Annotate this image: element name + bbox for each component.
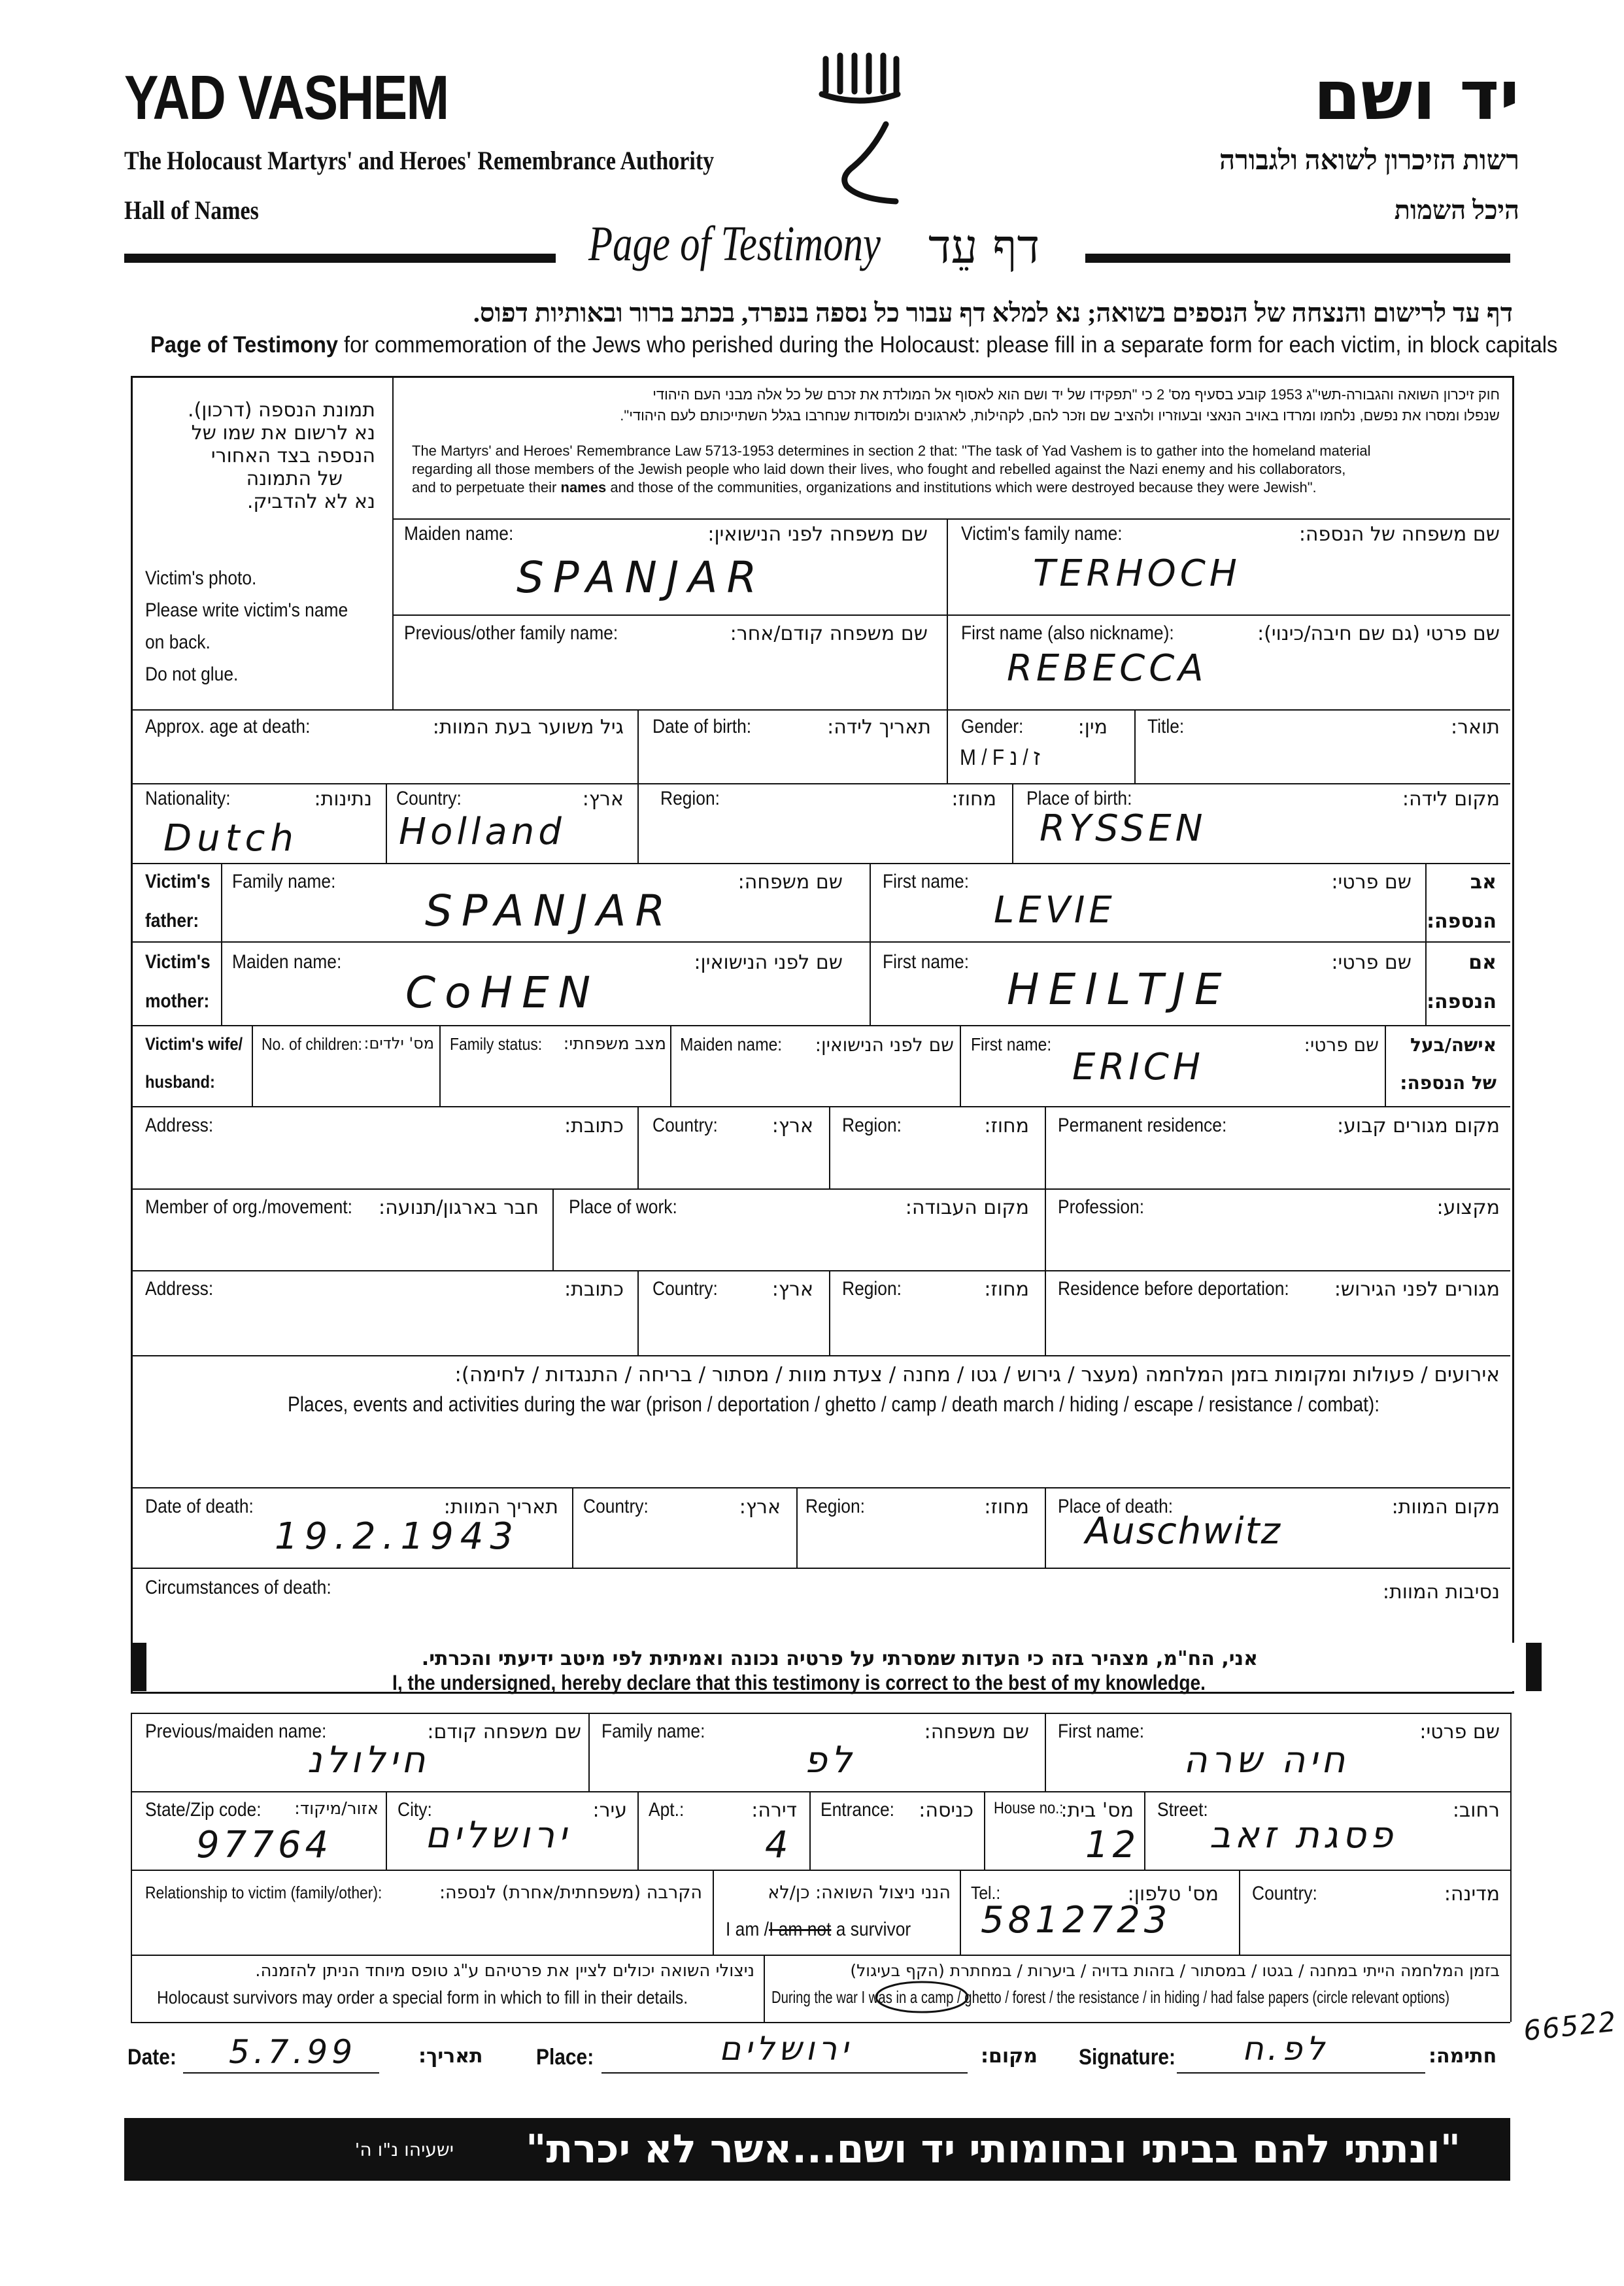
divider xyxy=(870,863,871,1026)
country-label-submitter: Country: xyxy=(1252,1883,1317,1904)
submitter-family-label: Family name: xyxy=(601,1721,705,1742)
mother-label-he-1: אם xyxy=(1468,951,1497,974)
spouse-first-label: First name: xyxy=(971,1034,1052,1054)
house-no-value: 12 xyxy=(1085,1824,1140,1866)
header-rule-left xyxy=(124,254,556,263)
zip-label-he: אזור/מיקוד: xyxy=(294,1799,379,1819)
date-of-death-value: 19.2.1943 xyxy=(275,1515,520,1558)
date-underline xyxy=(183,2072,379,2074)
divider xyxy=(637,1270,639,1355)
spouse-label-he-1: אישה/בעל xyxy=(1410,1034,1497,1056)
divider xyxy=(221,863,222,1026)
divider xyxy=(131,1870,1510,1871)
permanent-residence-label-he: מקום מגורים קבוע: xyxy=(1337,1115,1500,1137)
age-label-he: גיל משוער בעת המוות: xyxy=(432,716,624,739)
divider xyxy=(439,1025,441,1106)
divider xyxy=(131,1713,132,2022)
divider xyxy=(764,1955,765,2022)
divider xyxy=(392,377,394,709)
divider xyxy=(1012,783,1013,863)
submitter-family-value: לפ xyxy=(804,1739,856,1781)
country-label-submitter-he: מדינה: xyxy=(1444,1883,1500,1906)
spouse-maiden-label-he: שם לפני הנישואין: xyxy=(815,1034,954,1056)
divider xyxy=(809,1791,811,1870)
place-of-birth-label: Place of birth: xyxy=(1026,788,1132,809)
family-name-label-he: שם משפחה של הנספה: xyxy=(1298,523,1500,546)
submitter-prev-label: Previous/maiden name: xyxy=(145,1721,327,1742)
divider xyxy=(131,1955,1510,1956)
member-label-he: חבר בארגון/תנועה: xyxy=(379,1196,539,1219)
address-label-he: כתובת: xyxy=(564,1115,624,1137)
photo-instr-he-2: נא לרשום את שמו של xyxy=(191,422,375,445)
mother-first-label: First name: xyxy=(883,951,970,973)
apt-value: 4 xyxy=(765,1824,792,1866)
divider xyxy=(984,1791,985,1870)
divider xyxy=(1045,1713,1046,1791)
submitter-family-label-he: שם משפחה: xyxy=(924,1721,1029,1743)
place-label: Place: xyxy=(536,2045,594,2070)
org-subtitle-he: רשות הזיכרון לשואה ולגבורה xyxy=(1219,146,1519,176)
photo-instr-he-1: תמונת הנספה (דרכון). xyxy=(188,399,375,422)
zip-label: State/Zip code: xyxy=(145,1799,262,1821)
father-family-value: SPANJAR xyxy=(425,886,675,936)
divider xyxy=(829,1270,830,1355)
divider xyxy=(713,1870,714,1955)
divider xyxy=(131,1025,1510,1026)
divider xyxy=(392,518,1510,520)
circumstances-label-he: נסיבות המוות: xyxy=(1382,1581,1500,1604)
father-first-value: LEVIE xyxy=(994,889,1116,932)
children-label: No. of children: xyxy=(262,1034,362,1054)
intro-he: דף עד לרישום והנצחה של הנספים בשואה; נא למלא דף עבור כל נספה בנפרד, בכתב ברור ובאותיות דפוס. xyxy=(473,298,1513,328)
place-underline xyxy=(601,2072,968,2074)
divider xyxy=(637,783,639,863)
spouse-label-he-2: של הנספה: xyxy=(1400,1072,1497,1094)
submitter-first-label: First name: xyxy=(1058,1721,1145,1742)
death-country-label: Country: xyxy=(583,1496,649,1517)
address-region-label-he: מחוז: xyxy=(984,1115,1029,1137)
previous-name-label-he: שם משפחה קודם/אחר: xyxy=(730,622,928,645)
address2-region-label-he: מחוז: xyxy=(984,1278,1029,1301)
age-label: Approx. age at death: xyxy=(145,716,311,737)
address2-label-he: כתובת: xyxy=(564,1278,624,1301)
street-label-he: רחוב: xyxy=(1452,1799,1500,1822)
submitter-prev-value: חילולנ xyxy=(307,1739,430,1781)
survivor-note-he: ניצולי השואה יכולים לציין את פרטיהם ע"ג טופס מיוחד הניתן להזמנה. xyxy=(255,1961,754,1981)
father-label-he-2: הנספה: xyxy=(1427,910,1497,933)
address-country-label: Country: xyxy=(652,1115,718,1136)
city-label-he: עיר: xyxy=(592,1799,627,1822)
divider xyxy=(947,709,948,783)
divider xyxy=(392,614,1510,616)
divider xyxy=(131,1355,1510,1356)
signature-underline xyxy=(1177,2072,1425,2074)
region-label: Region: xyxy=(660,788,720,809)
law-en-1: The Martyrs' and Heroes' Remembrance Law 5713-1953 determines in section 2 that: "The task of Yad Vashem is to gather into the homeland material xyxy=(412,443,1371,459)
divider xyxy=(1144,1791,1145,1870)
house-no-label-he: מס' בית: xyxy=(1060,1799,1134,1822)
place-of-death-value: Auschwitz xyxy=(1085,1510,1281,1553)
divider xyxy=(637,1791,639,1870)
title-label: Title: xyxy=(1147,716,1185,737)
mother-maiden-label-he: שם לפני הנישואין: xyxy=(694,951,843,974)
spouse-maiden-label: Maiden name: xyxy=(680,1034,783,1054)
footer-quote: "ונתתי להם בביתי ובחומותי יד ושם...אשר לא יכרת" xyxy=(526,2126,1461,2172)
death-country-label-he: ארץ: xyxy=(739,1496,781,1519)
divider xyxy=(1045,1487,1046,1568)
family-status-label: Family status: xyxy=(450,1034,543,1054)
law-he-2: שנפלו ומסרו את נפשם, נלחמו ומרדו באויב הנאצי ובעוזריו ולהציב שם וזכר להם, לקהילות, לארגונים ולמוסדות שנחרבו בגלל השתייכותם לעם היהודי". xyxy=(620,407,1500,424)
relationship-label: Relationship to victim (family/other): xyxy=(145,1883,382,1902)
divider xyxy=(1510,1713,1512,2022)
law-en-2: regarding all those members of the Jewish people who laid down their lives, who fought and rebelled against the Nazi enemy and his collaborators, xyxy=(412,461,1346,477)
death-region-label: Region: xyxy=(805,1496,865,1517)
events-label-he: אירועים / פעולות ומקומות בזמן המלחמה (מעצר / גירוש / גטו / מחנה / צעדת מוות / מסתור / בריחה / התנגדות / לחימה): xyxy=(454,1363,1500,1387)
divider xyxy=(131,1188,1510,1190)
survivor-note-en: Holocaust survivors may order a special form in which to fill in their details. xyxy=(157,1987,688,2008)
father-label-1: Victim's xyxy=(145,871,211,892)
divider xyxy=(1045,1106,1046,1188)
first-name-value: REBECCA xyxy=(1007,647,1208,690)
date-of-death-label: Date of death: xyxy=(145,1496,254,1517)
house-no-label: House no.: xyxy=(994,1799,1064,1817)
maiden-name-label-he: שם משפחה לפני הנישואין: xyxy=(707,523,928,546)
date-label-he: תאריך: xyxy=(418,2045,483,2068)
entrance-label: Entrance: xyxy=(820,1799,895,1821)
divider xyxy=(131,1791,1510,1792)
divider xyxy=(131,941,1510,943)
apt-label-he: דירה: xyxy=(751,1799,797,1822)
divider xyxy=(829,1106,830,1188)
footer-reference: ישעיהו נ"ו ה' xyxy=(354,2139,454,2160)
divider xyxy=(131,1713,1510,1714)
photo-instr-he-3: הנספה בצד האחורי xyxy=(211,445,375,467)
maiden-name-label: Maiden name: xyxy=(404,523,514,545)
first-name-label: First name (also nickname): xyxy=(961,622,1174,644)
intro-en: Page of Testimony for commemoration of the Jews who perished during the Holocaust: please fill in a separate form for each victim, in block capitals xyxy=(150,332,1558,358)
divider xyxy=(131,709,1510,711)
profession-label-he: מקצוע: xyxy=(1436,1196,1500,1219)
permanent-residence-label: Permanent residence: xyxy=(1058,1115,1227,1136)
photo-instr-en-4: Do not glue. xyxy=(145,664,239,685)
nationality-value: Dutch xyxy=(163,817,299,860)
divider xyxy=(588,1713,590,1791)
divider xyxy=(386,783,387,863)
place-of-birth-label-he: מקום לידה: xyxy=(1402,788,1500,811)
divider xyxy=(796,1487,798,1568)
photo-instr-en-3: on back. xyxy=(145,631,211,653)
divider xyxy=(1045,1188,1046,1270)
tel-value: 5812723 xyxy=(981,1899,1172,1941)
street-label: Street: xyxy=(1157,1799,1208,1821)
margin-handwritten-number: 66522 xyxy=(1521,2005,1619,2047)
profession-label: Profession: xyxy=(1058,1196,1145,1218)
family-name-label: Victim's family name: xyxy=(961,523,1123,545)
address2-country-label-he: ארץ: xyxy=(771,1278,813,1301)
address-country-label-he: ארץ: xyxy=(771,1115,813,1137)
father-family-label: Family name: xyxy=(232,871,336,892)
divider xyxy=(252,1025,253,1106)
divider xyxy=(131,2022,1510,2023)
divider xyxy=(131,783,1510,784)
father-first-label-he: שם פרטי: xyxy=(1331,871,1412,894)
photo-instr-he-4: של התמונה xyxy=(246,467,343,490)
mother-first-value: HEILTJE xyxy=(1007,964,1231,1015)
children-label-he: מס' ילדים: xyxy=(364,1034,434,1052)
hall-of-names-en: Hall of Names xyxy=(124,195,259,225)
place-of-birth-value: RYSSEN xyxy=(1040,807,1207,850)
divider xyxy=(131,1106,1510,1107)
submitter-prev-label-he: שם משפחה קודם: xyxy=(427,1721,581,1743)
divider xyxy=(572,1487,573,1568)
apt-label: Apt.: xyxy=(649,1799,685,1821)
mother-maiden-label: Maiden name: xyxy=(232,951,342,973)
divider xyxy=(637,709,639,783)
address-label: Address: xyxy=(145,1115,214,1136)
divider xyxy=(131,1487,1510,1488)
nationality-label-he: נתינות: xyxy=(314,788,372,811)
spouse-first-value: ERICH xyxy=(1072,1046,1205,1088)
law-en-3: and to perpetuate their names and those of the communities, organizations and institutions which were destroyed because they were Jewish". xyxy=(412,479,1317,496)
page-title-he: דף עֵד xyxy=(928,219,1040,274)
death-region-label-he: מחוז: xyxy=(984,1496,1029,1519)
title-label-he: תואר: xyxy=(1451,716,1500,739)
place-of-death-label-he: מקום המוות: xyxy=(1391,1496,1500,1519)
country-label: Country: xyxy=(396,788,462,809)
address2-country-label: Country: xyxy=(652,1278,718,1300)
mother-first-label-he: שם פרטי: xyxy=(1331,951,1412,974)
address2-label: Address: xyxy=(145,1278,214,1300)
declaration-en: I, the undersigned, hereby declare that this testimony is correct to the best of my knowledge. xyxy=(392,1671,1206,1694)
father-first-label: First name: xyxy=(883,871,970,892)
mother-label-he-2: הנספה: xyxy=(1427,990,1497,1013)
mother-label-1: Victim's xyxy=(145,951,211,973)
tel-label-he: מס' טלפון: xyxy=(1127,1883,1219,1906)
father-label-he-1: אב xyxy=(1470,871,1497,894)
war-options-en: During the war I was in a camp / ghetto / forest / the resistance / in hiding / had false papers (circle relevant options) xyxy=(771,1987,1450,2007)
divider xyxy=(1134,709,1136,783)
city-label: City: xyxy=(398,1799,432,1821)
address-region-label: Region: xyxy=(842,1115,902,1136)
photo-instr-en-2: Please write victim's name xyxy=(145,599,348,621)
date-label: Date: xyxy=(127,2045,177,2070)
photo-instr-en-1: Victim's photo. xyxy=(145,567,257,589)
father-label-2: father: xyxy=(145,910,199,932)
circled-camp-mark xyxy=(873,1979,971,2015)
date-value: 5.7.99 xyxy=(229,2033,357,2071)
spouse-label-1: Victim's wife/ xyxy=(145,1034,243,1054)
spouse-first-label-he: שם פרטי: xyxy=(1304,1034,1379,1056)
signature-label: Signature: xyxy=(1079,2045,1176,2070)
first-name-label-he: שם פרטי (גם שם חיבה/כינוי): xyxy=(1257,622,1500,645)
region-label-he: מחוז: xyxy=(951,788,996,811)
place-of-death-label: Place of death: xyxy=(1058,1496,1174,1517)
header-rule-right xyxy=(1085,254,1510,263)
divider xyxy=(131,1270,1510,1271)
hall-of-names-he: היכל השמות xyxy=(1394,195,1519,225)
divider xyxy=(960,1870,961,1955)
spouse-label-2: husband: xyxy=(145,1072,215,1092)
entrance-label-he: כניסה: xyxy=(919,1799,973,1822)
residence-before-label: Residence before deportation: xyxy=(1058,1278,1289,1300)
place-label-he: מקום: xyxy=(981,2045,1038,2068)
survivor-label-en: I am /I am not a survivor xyxy=(726,1919,911,1940)
father-family-label-he: שם משפחה: xyxy=(737,871,843,894)
divider xyxy=(960,1025,961,1106)
submitter-first-value: חיה שרה xyxy=(1183,1739,1349,1781)
divider xyxy=(131,863,1510,864)
country-label-he: ארץ: xyxy=(582,788,624,811)
survivor-label-he: הנני ניצול השואה: כן/לא xyxy=(768,1883,951,1903)
city-value: ירושלים xyxy=(425,1814,571,1857)
divider xyxy=(552,1188,554,1270)
zip-value: 97764 xyxy=(196,1824,333,1866)
tel-label: Tel.: xyxy=(971,1883,1001,1903)
yad-vashem-logo-icon xyxy=(814,52,905,209)
divider xyxy=(1239,1870,1240,1955)
workplace-label: Place of work: xyxy=(569,1196,677,1218)
org-title-en: YAD VASHEM xyxy=(124,63,448,133)
gender-value: M / F ז / נ xyxy=(960,745,1040,770)
signature-value: לפ.ח xyxy=(1242,2030,1329,2068)
photo-instr-he-5: נא לא להדביק. xyxy=(246,490,375,513)
residence-before-label-he: מגורים לפני הגירוש: xyxy=(1334,1278,1500,1301)
mother-maiden-value: CoHEN xyxy=(405,967,600,1018)
maiden-name-value: SPANJAR xyxy=(516,552,766,603)
gender-label-he: מין: xyxy=(1077,716,1108,739)
workplace-label-he: מקום העבודה: xyxy=(905,1196,1029,1219)
mother-label-2: mother: xyxy=(145,990,210,1012)
member-label: Member of org./movement: xyxy=(145,1196,352,1218)
divider xyxy=(947,518,948,709)
divider xyxy=(637,1106,639,1188)
submitter-first-label-he: שם פרטי: xyxy=(1419,1721,1500,1743)
family-name-value: TERHOCH xyxy=(1033,552,1241,595)
place-value: ירושלים xyxy=(719,2030,853,2068)
events-label-en: Places, events and activities during the war (prison / deportation / ghetto / camp / death march / hiding / escape / resistance / combat): xyxy=(288,1392,1380,1416)
country-value: Holland xyxy=(399,811,566,853)
page-title-en: Page of Testimony xyxy=(588,216,881,271)
relationship-label-he: הקרבה (משפחתית/אחרת) לנספה: xyxy=(439,1883,702,1903)
dob-label-he: תאריך לידה: xyxy=(827,716,931,739)
family-status-label-he: מצב משפחתי: xyxy=(563,1034,666,1054)
law-he-1: חוק זיכרון השואה והגבורה-תשי"ג 1953 קובע בסעיף מס' 2 כי "תפקידו של יד ושם הוא לאסוף אל המולדת את זכרם של כל אלה מבני העם היהודי xyxy=(652,386,1500,403)
war-options-he: בזמן המלחמה הייתי במחנה / בגטו / במסתור / בזהות בדויה / ביערות / במחתרת (הקף בעיגול) xyxy=(850,1961,1500,1980)
nationality-label: Nationality: xyxy=(145,788,231,809)
circumstances-label: Circumstances of death: xyxy=(145,1577,331,1598)
divider xyxy=(1385,1025,1386,1106)
org-title-he: יד ושם xyxy=(1313,56,1519,135)
gender-label: Gender: xyxy=(961,716,1024,737)
divider xyxy=(670,1025,671,1106)
previous-name-label: Previous/other family name: xyxy=(404,622,618,644)
street-value: פסגת זאב xyxy=(1210,1814,1397,1857)
date-of-death-label-he: תאריך המוות: xyxy=(443,1496,558,1519)
org-subtitle-en: The Holocaust Martyrs' and Heroes' Remembrance Authority xyxy=(124,146,715,175)
divider xyxy=(386,1791,387,1870)
dob-label: Date of birth: xyxy=(652,716,752,737)
divider xyxy=(1045,1270,1046,1355)
divider xyxy=(131,1568,1510,1569)
signature-label-he: חתימה: xyxy=(1429,2045,1497,2068)
address2-region-label: Region: xyxy=(842,1278,902,1300)
declaration-he: אני, הח"מ, מצהיר בזה כי העדות שמסרתי על פרטיה נכונה ואמיתית לפי מיטב ידיעתי והכרתי. xyxy=(421,1647,1258,1670)
